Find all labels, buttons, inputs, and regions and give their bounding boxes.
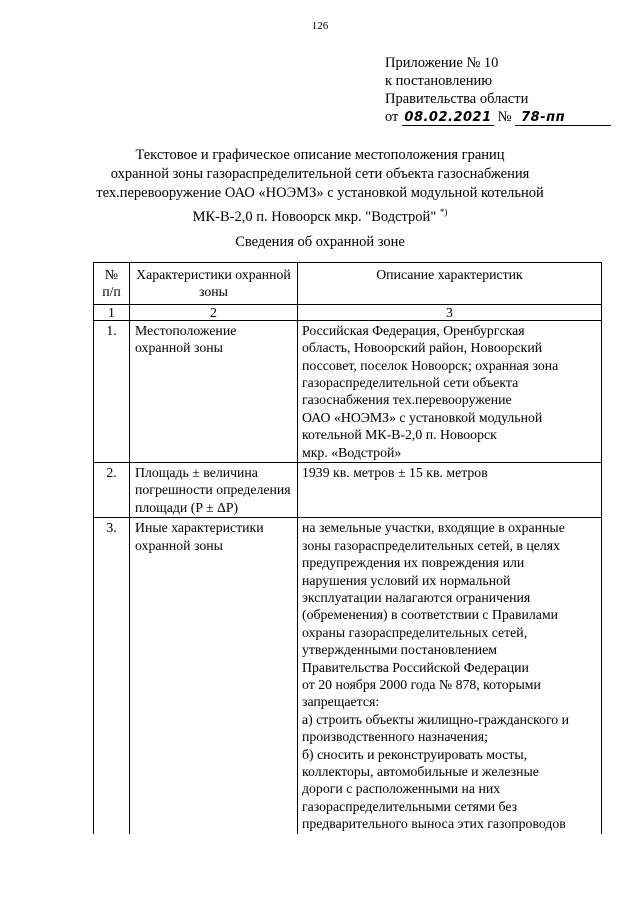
handwritten-number: 78-пп: [521, 110, 566, 125]
index-cell: 2: [130, 304, 298, 320]
row-description: [298, 518, 602, 834]
description-line: от 20 ноября 2000 года № 878, которыми: [302, 676, 541, 692]
description-line: предупреждения их повреждения или: [302, 555, 525, 571]
section-subtitle: Сведения об охранной зоне: [235, 234, 405, 250]
row-number: 2.: [94, 463, 130, 518]
description-line: область, Новоорский район, Новоорский: [302, 340, 543, 356]
header-description: Описание характеристик: [298, 263, 602, 305]
header-characteristic: Характеристики охранной зоны: [130, 263, 298, 305]
description-line: дороги с расположенными на них: [302, 781, 501, 797]
description-line: газоснабжения тех.перевооружение: [302, 392, 512, 408]
description-line: нарушения условий их нормальной: [302, 572, 511, 588]
description-line: коллекторы, автомобильные и железные: [302, 763, 539, 779]
description-line: 1939 кв. метров ± 15 кв. метров: [302, 465, 488, 481]
index-cell: 1: [94, 304, 130, 320]
title-line: Текстовое и графическое описание местоположения границ: [135, 147, 505, 163]
protection-zone-table: [93, 262, 602, 834]
table-index-row: [94, 304, 602, 320]
document-title: [20, 146, 620, 227]
number-prefix: №: [497, 109, 512, 125]
footnote-mark: *): [439, 207, 448, 217]
description-line: Правительства Российской Федерации: [302, 659, 529, 675]
date-prefix: от: [385, 109, 399, 125]
appendix-line: Приложение № 10: [385, 55, 499, 71]
description-line: охраны газораспределительных сетей,: [302, 624, 528, 640]
appendix-line: к постановлению: [385, 73, 493, 89]
description-line: утвержденными постановлением: [302, 642, 497, 658]
table-row: [94, 518, 602, 834]
description-line: Российская Федерация, Оренбургская: [302, 322, 525, 338]
index-cell: 3: [298, 304, 602, 320]
appendix-line: Правительства области: [385, 91, 529, 107]
handwritten-date: 08.02.2021: [404, 110, 492, 125]
row-description: [298, 320, 602, 462]
description-line: а) строить объекты жилищно-гражданского и: [302, 711, 570, 727]
page-number: 126: [311, 20, 329, 32]
title-line-last: [20, 203, 620, 227]
description-line: зоны газораспределительных сетей, в целях: [302, 537, 560, 553]
row-description: [298, 463, 602, 518]
appendix-date-line: [385, 108, 615, 126]
table-header-row: [94, 263, 602, 305]
description-line: запрещается:: [302, 694, 380, 710]
table-row: [94, 463, 602, 518]
description-line: газораспределительной сети объекта: [302, 375, 519, 391]
title-line: охранной зоны газораспределительной сети объекта газоснабжения: [110, 166, 530, 182]
description-line: производственного назначения;: [302, 729, 488, 745]
description-line: котельной МК-В-2,0 п. Новоорск: [302, 427, 497, 443]
title-line: МК-В-2,0 п. Новоорск мкр. "Водстрой": [192, 208, 437, 225]
table-row: [94, 320, 602, 462]
description-line: (обременения) в соответствии с Правилами: [302, 607, 559, 623]
description-line: на земельные участки, входящие в охранные: [302, 520, 565, 536]
row-characteristic: Площадь ± величина погрешности определения площади (P ± ΔP): [130, 463, 298, 518]
row-characteristic: Иные характеристики охранной зоны: [130, 518, 298, 834]
header-number: № п/п: [94, 263, 130, 305]
description-line: поссовет, поселок Новоорск; охранная зона: [302, 357, 559, 373]
title-line: тех.перевооружение ОАО «НОЭМЗ» с установкой модульной котельной: [96, 185, 544, 201]
description-line: ОАО «НОЭМЗ» с установкой модульной: [302, 409, 543, 425]
row-number: 1.: [94, 320, 130, 462]
appendix-block: [385, 54, 615, 126]
description-line: предварительного выноса этих газопроводов: [302, 816, 566, 832]
row-number: 3.: [94, 518, 130, 834]
description-line: эксплуатации налагаются ограничения: [302, 589, 531, 605]
row-characteristic: Местоположение охранной зоны: [130, 320, 298, 462]
description-line: газораспределительными сетями без: [302, 798, 518, 814]
description-line: б) сносить и реконструировать мосты,: [302, 746, 528, 762]
description-line: мкр. «Водстрой»: [302, 444, 402, 460]
